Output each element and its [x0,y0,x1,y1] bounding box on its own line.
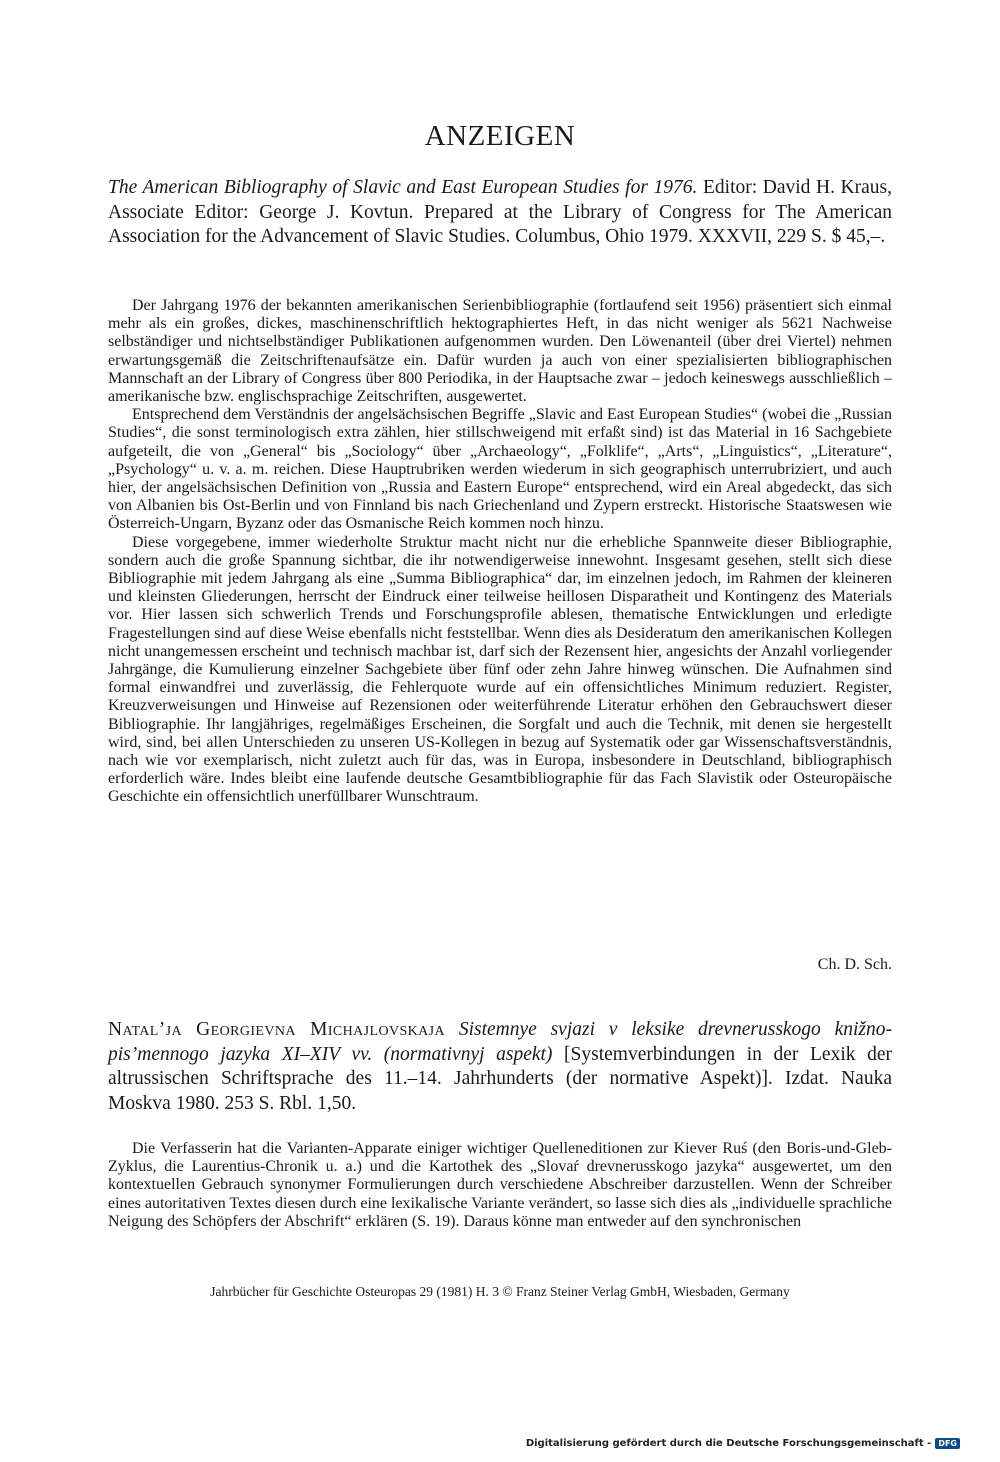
dfg-funding-note [526,1438,960,1449]
review2-citation-details: [Systemverbindungen in der Lexik der altrussischen Schriftsprache des 11.–14. Jahrhunderts (der normative Aspekt)]. Izdat. Nauka Moskva 1980. 253 S. Rbl. 1,50. [108,1043,893,1114]
review2-paragraph-1: Die Verfasserin hat die Varianten-Apparate einiger wichtiger Quelleneditionen zur Kiever Ruś (den Boris-und-Gleb-Zyklus, die Laurentius-Chronik u. a.) und die Kartothek des „Slovaŕ drevnerusskogo jazyka“ ausgewertet, um den kontextuellen Gebrauch synonymer Formulierungen durch verschiedene Abschreiber darzustellen. Wenn der Schreiber eines autoritativen Textes diesen durch eine lexikalische Variante verändert, so lasse sich dies als „individuelle sprachliche Neigung des Schöpfers der Abschrift“ erklären (S. 19). Daraus könne man entweder auf den synchronischen [108,1140,892,1230]
review1-paragraph-1: Der Jahrgang 1976 der bekannten amerikanischen Serienbibliographie (fortlaufend seit 1956) präsentiert sich einmal mehr als ein großes, dickes, maschinenschriftlich hektographiertes Heft, in das nicht weniger als 5621 Nachweise selbständiger und nichtselbständiger Publikationen aufgenommen wurden. Den Löwenanteil (über drei Viertel) nehmen erwartungsgemäß die Zeitschriftenaufsätze ein. Dafür wurden ja auch von einer spezialisierten bibliographischen Mannschaft an der Library of Congress über 800 Periodika, in der Hauptsache zwar – jedoch keineswegs ausschließlich – amerikanische bzw. englischsprachige Zeitschriften, ausgewertet. [108,297,892,406]
review2-author: Natal’ja Georgievna Michajlovskaja [108,1019,446,1040]
review1-citation-details: Editor: David H. Kraus, Associate Editor: George J. Kovtun. Prepared at the Library of Congress for The American Association for the Advancement of Slavic Studies. Columbus, Ohio 1979. XXXVII, 229 S. $ 45,–. [108,177,892,247]
dfg-logo: DFG [935,1438,960,1449]
section-heading: ANZEIGEN [424,120,576,152]
review1-paragraph-3: Diese vorgegebene, immer wiederholte Struktur macht nicht nur die erhebliche Spannweite dieser Bibliographie, sondern auch die große Spannung sichtbar, die ihr notwendigerweise innewohnt. Insgesamt gesehen, stellt sich diese Bibliographie mit jedem Jahrgang als eine „Summa Bibliographica“ dar, im einzelnen jedoch, im Rahmen der kleineren und kleinsten Gliederungen, herrscht der Eindruck einer teilweise heillosen Disparatheit und Kontingenz des Materials vor. Hier lassen sich schwerlich Trends und Forschungsprofile ablesen, thematische Entwicklungen und erledigte Fragestellungen sind auf diese Weise ebenfalls nicht feststellbar. Wenn dies als Desideratum den amerikanischen Kollegen nicht unangemessen erscheint und technisch machbar ist, darf sich der Rezensent hier, angesichts der Anzahl vorliegender Jahrgänge, die Kumulierung einzelner Sachgebiete über fünf oder zehn Jahre hinweg wünschen. Die Aufnahmen sind formal einwandfrei und zuverlässig, die Fehlerquote wurde auf ein offensichtliches Minimum reduziert. Register, Kreuzverweisungen und Hinweise auf Rezensionen oder weiterführende Literatur erhöhen den Gebrauchswert dieser Bibliographie. Ihr langjähriges, regelmäßiges Erscheinen, die Sorgfalt und auch die Technik, mit denen sie hergestellt wird, sind, bei allen Unterschieden zu unseren US-Kollegen in bezug auf Systematik oder gar Wissenschaftsverständnis, nach wie vor exemplarisch, nicht zuletzt auch für das, was in Europa, insbesondere in Deutschland, bibliographisch erforderlich wäre. Indes bleibt eine laufende deutsche Gesamtbibliographie für das Fach Slavistik oder Osteuropäische Geschichte ein offensichtlich unerfüllbarer Wunschtraum. [108,533,892,806]
review1-body [108,297,892,807]
review2-body [108,1140,892,1231]
review2-title: Sistemnye svjazi v leksike drevnerusskogo knižno-pis’mennogo jazyka XI–XIV vv. (normativnyj aspekt) [108,1019,893,1065]
review1-title: The American Bibliography of Slavic and East European Studies for 1976. [108,177,698,198]
dfg-note-text: Digitalisierung gefördert durch die Deutsche Forschungsgemeinschaft - [525,1438,932,1449]
journal-footer: Jahrbücher für Geschichte Osteuropas 29 (1981) H. 3 © Franz Steiner Verlag GmbH, Wiesbaden, Germany [210,1284,790,1299]
review2-citation [108,1018,892,1116]
review1-paragraph-2: Entsprechend dem Verständnis der angelsächsischen Begriffe „Slavic and East European Studies“ (wobei die „Russian Studies“, die sonst terminologisch extra zählen, hier stillschweigend mit erfaßt sind) ist das Material in 16 Sachgebiete aufgeteilt, die von „General“ bis „Sociology“ über „Archaeology“, „Folklife“, „Arts“, „Linguistics“, „Literature“, „Psychology“ u. v. a. m. reichen. Diese Hauptrubriken werden wiederum in sich geographisch unterrubriziert, und auch hier, der angelsächsischen Definition von „Russia and Eastern Europe“ entsprechend, wird ein Areal abgedeckt, das sich von Albanien bis Ost-Berlin und von Finnland bis nach Griechenland und Zypern erstreckt. Historische Staatswesen wie Österreich-Ungarn, Byzanz oder das Osmanische Reich kommen noch hinzu. [108,406,892,533]
review1-signature: Ch. D. Sch. [817,956,892,973]
review1-citation [108,176,892,250]
